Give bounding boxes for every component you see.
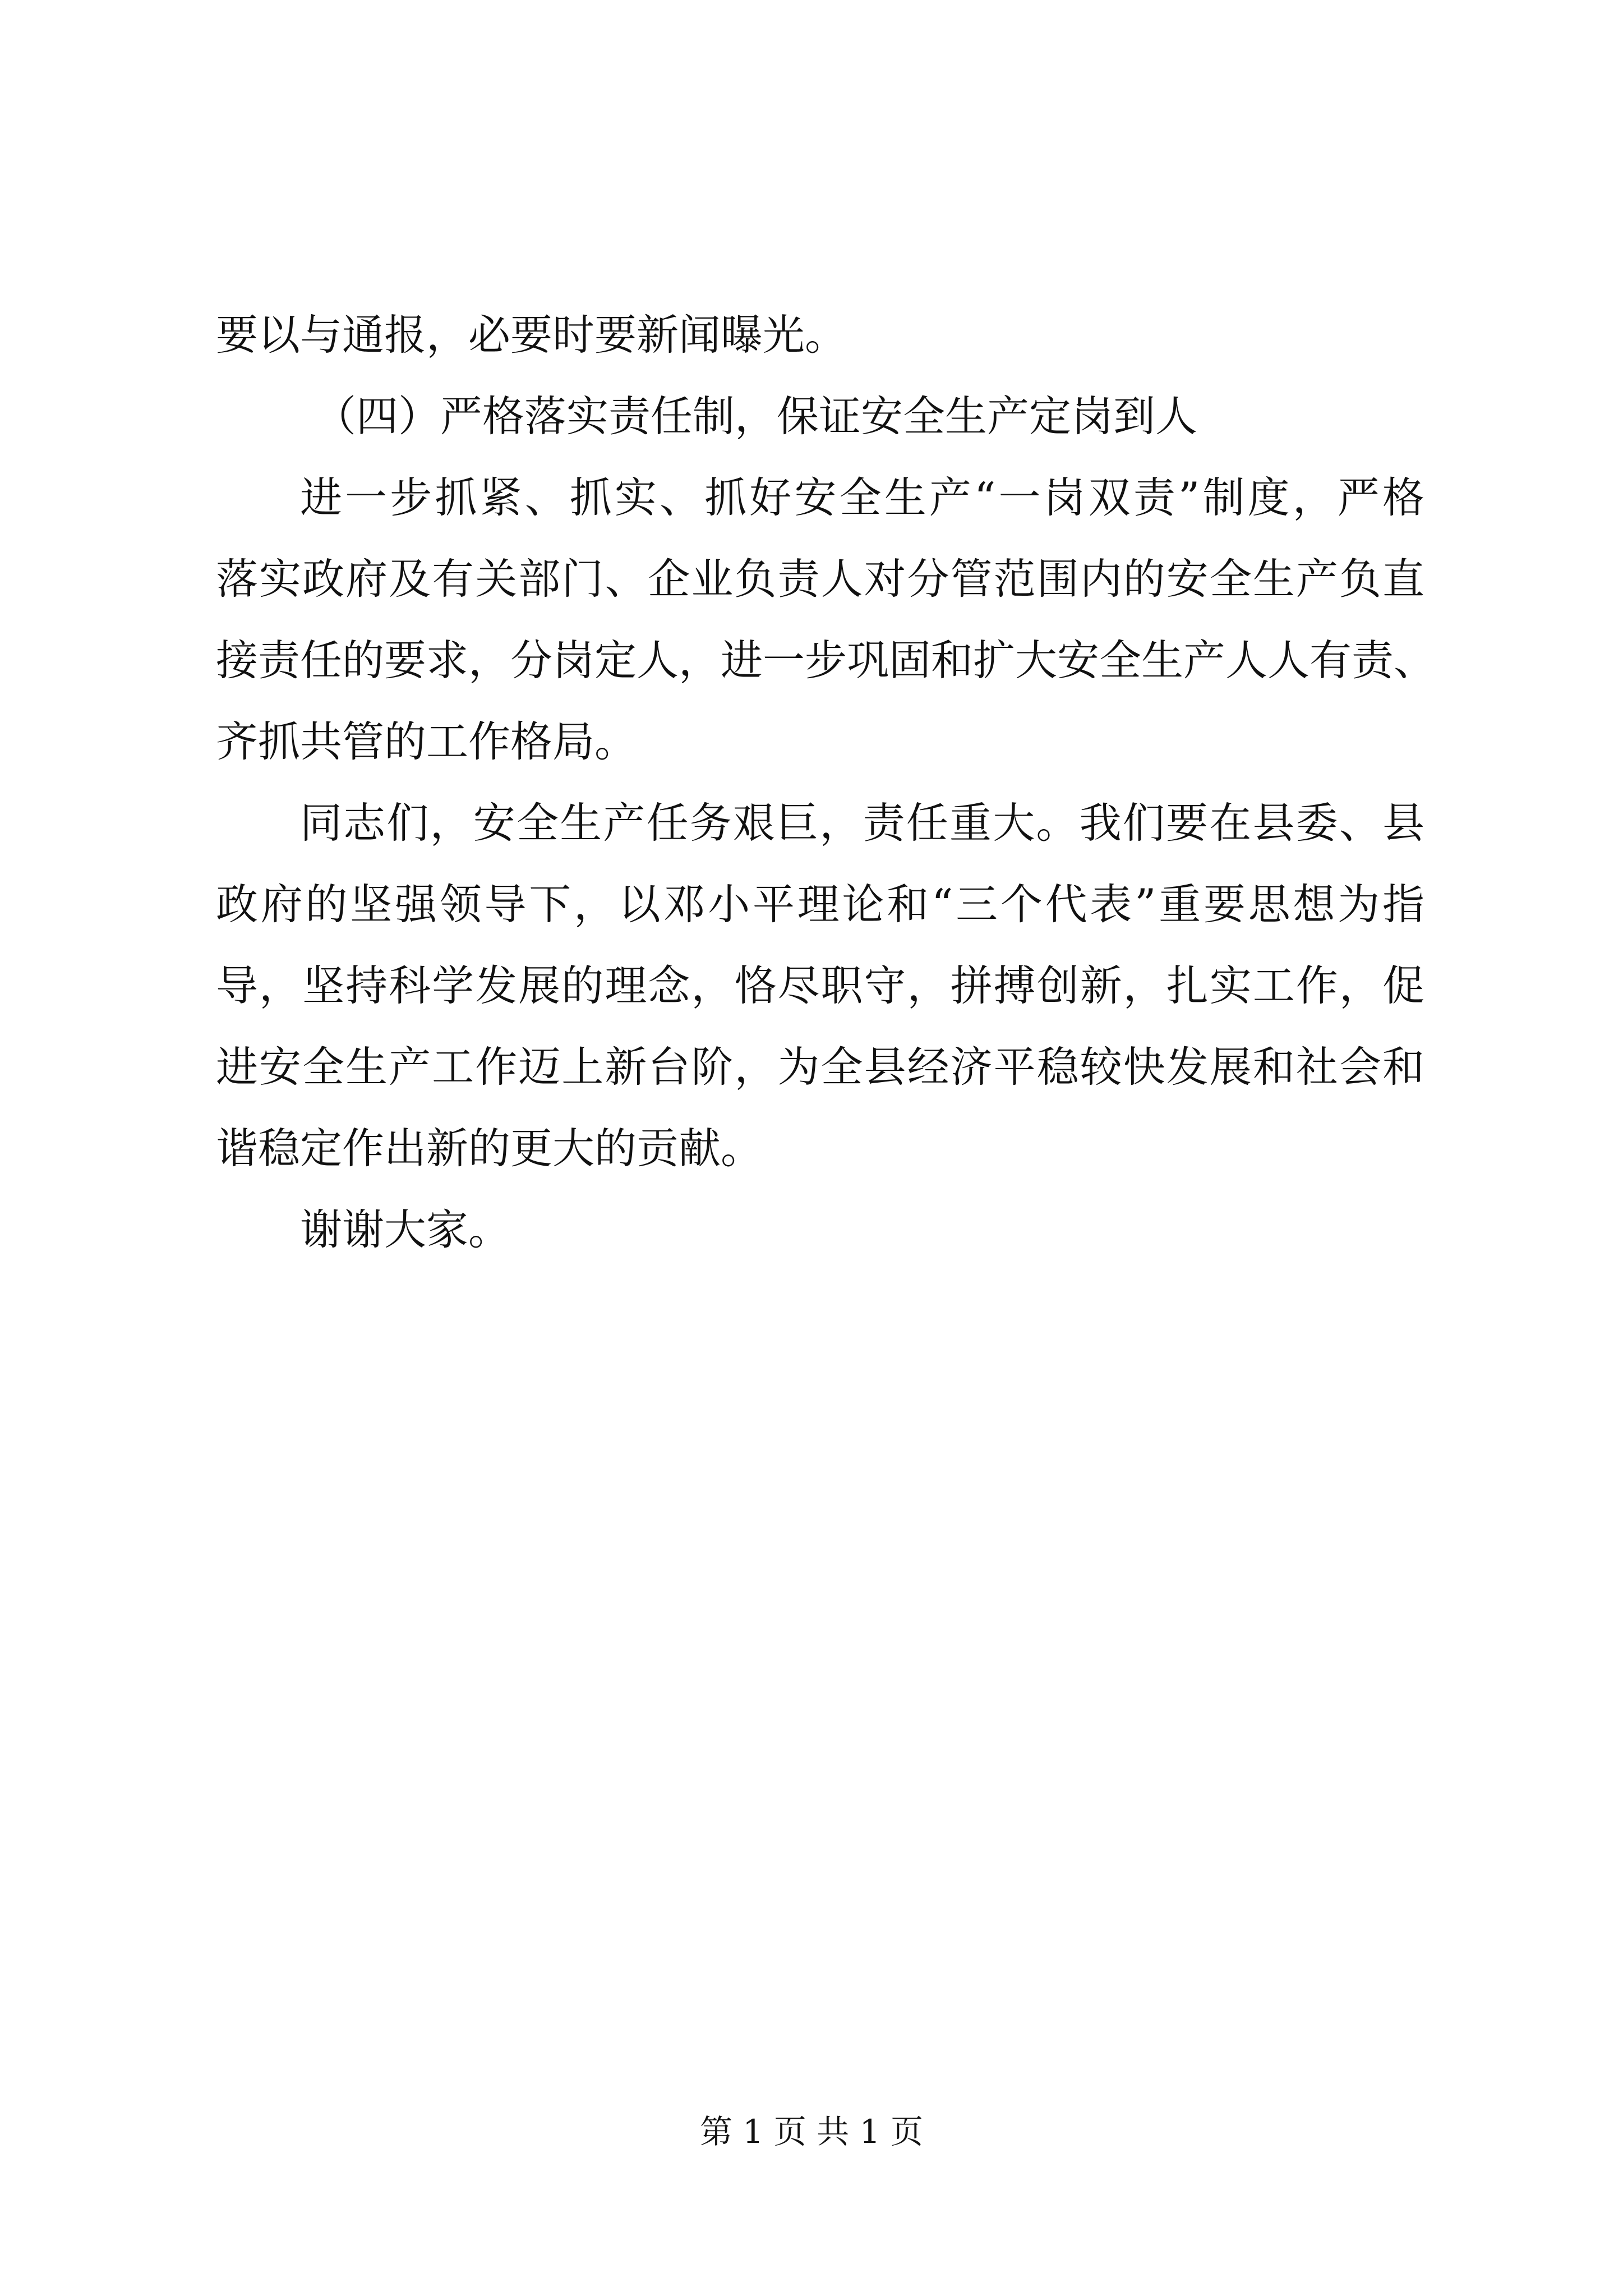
page-footer: 第 1 页 共 1 页 [700, 2113, 923, 2151]
paragraph-line: 进安全生产工作迈上新台阶，为全县经济平稳较快发展和社会和 [216, 1042, 1424, 1092]
section-heading: （四）严格落实责任制，保证安全生产定岗到人 [314, 392, 1198, 441]
paragraph-line: 落实政府及有关部门、企业负责人对分管范围内的安全生产负直 [216, 554, 1424, 604]
paragraph-line: 政府的坚强领导下，以邓小平理论和“三个代表”重要思想为指 [216, 880, 1424, 929]
paragraph-line: 接责任的要求，分岗定人，进一步巩固和扩大安全生产人人有责、 [216, 636, 1436, 685]
paragraph-line: 谐稳定作出新的更大的贡献。 [216, 1124, 763, 1173]
paragraph-line: 要以与通报，必要时要新闻曝光。 [216, 310, 847, 360]
paragraph-line: 齐抓共管的工作格局。 [216, 717, 637, 766]
paragraph-line: 进一步抓紧、抓实、抓好安全生产“一岗双责”制度，严格 [300, 473, 1424, 522]
closing-line: 谢谢大家。 [300, 1205, 511, 1254]
paragraph-line: 导，坚持科学发展的理念，恪尽职守，拼搏创新，扎实工作，促 [216, 961, 1424, 1010]
document-body [216, 295, 1436, 1271]
paragraph-line: 同志们，安全生产任务艰巨，责任重大。我们要在县委、县 [300, 798, 1424, 848]
